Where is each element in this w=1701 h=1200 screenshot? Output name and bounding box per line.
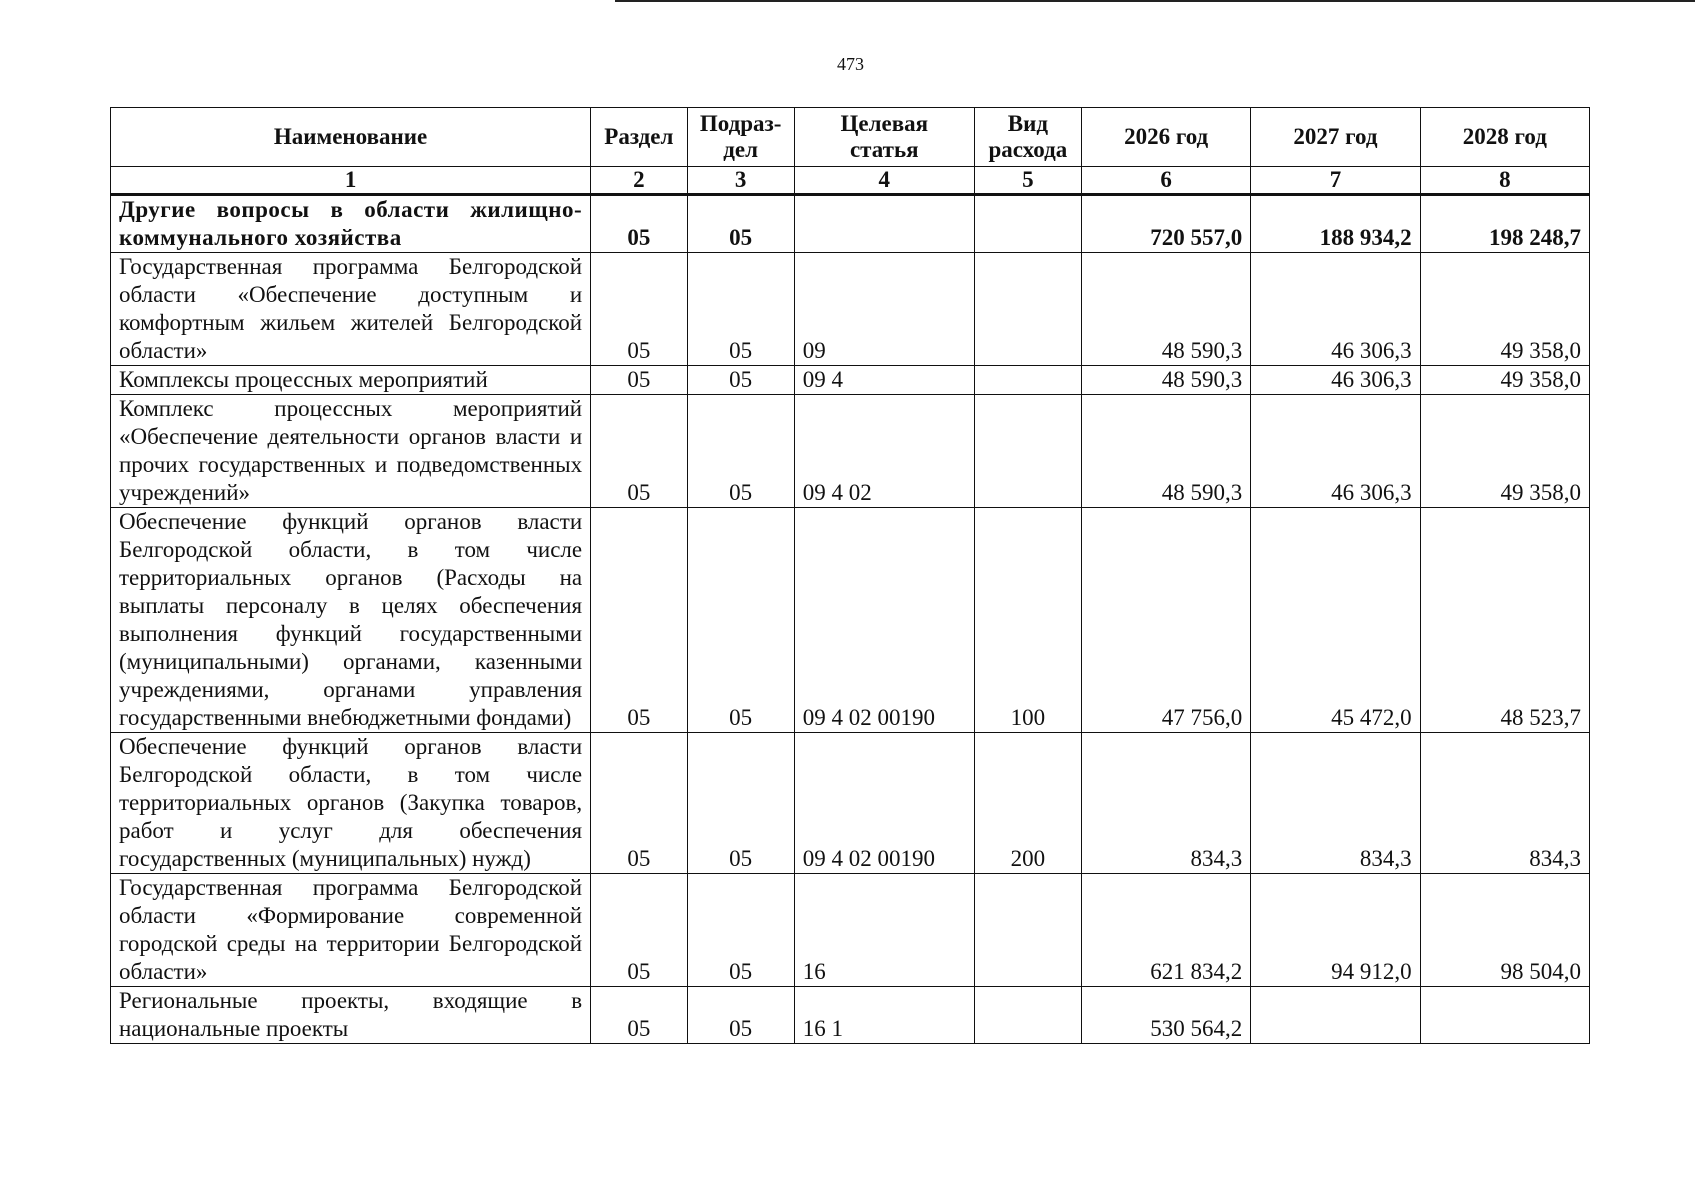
- header-2026: 2026 год: [1081, 108, 1250, 167]
- row-name: Другие вопросы в области жилищно-коммунального хозяйства: [111, 195, 591, 253]
- row-statya: 09 4 02 00190: [794, 733, 974, 874]
- row-2027: 188 934,2: [1251, 195, 1420, 253]
- row-razdel: 05: [591, 253, 687, 366]
- row-vid: [974, 366, 1081, 395]
- row-2026: 48 590,3: [1081, 395, 1250, 508]
- row-2028: 49 358,0: [1420, 253, 1589, 366]
- row-2026: 720 557,0: [1081, 195, 1250, 253]
- row-2027: 834,3: [1251, 733, 1420, 874]
- row-podrazdel: 05: [687, 508, 794, 733]
- row-name: Комплексы процессных мероприятий: [111, 366, 591, 395]
- row-2027: 94 912,0: [1251, 874, 1420, 987]
- table-row: [111, 366, 1590, 395]
- row-razdel: 05: [591, 987, 687, 1044]
- row-podrazdel: 05: [687, 874, 794, 987]
- column-number-row: [111, 167, 1590, 195]
- row-podrazdel: 05: [687, 395, 794, 508]
- table-row: [111, 508, 1590, 733]
- row-name: Государственная программа Белгородской области «Формирование современной городской среды на территории Белгородской области»: [111, 874, 591, 987]
- row-name: Региональные проекты, входящие в национальные проекты: [111, 987, 591, 1044]
- row-2026: 48 590,3: [1081, 366, 1250, 395]
- row-2028: 49 358,0: [1420, 366, 1589, 395]
- top-rule: [615, 0, 1695, 2]
- budget-table: [110, 107, 1590, 1044]
- row-2028: 198 248,7: [1420, 195, 1589, 253]
- column-number: 1: [111, 167, 591, 195]
- row-2027: 46 306,3: [1251, 395, 1420, 508]
- row-razdel: 05: [591, 508, 687, 733]
- row-podrazdel: 05: [687, 366, 794, 395]
- header-vid: Вид расхода: [974, 108, 1081, 167]
- header-row: [111, 108, 1590, 167]
- column-number: 5: [974, 167, 1081, 195]
- row-vid: 200: [974, 733, 1081, 874]
- row-2028: 49 358,0: [1420, 395, 1589, 508]
- header-podrazdel: Подраз- дел: [687, 108, 794, 167]
- row-razdel: 05: [591, 195, 687, 253]
- column-number: 8: [1420, 167, 1589, 195]
- column-number: 3: [687, 167, 794, 195]
- row-vid: [974, 987, 1081, 1044]
- row-statya: 09 4 02: [794, 395, 974, 508]
- table-row: [111, 195, 1590, 253]
- row-name: Комплекс процессных мероприятий «Обеспечение деятельности органов власти и прочих государственных и подведомственных учреждений»: [111, 395, 591, 508]
- row-podrazdel: 05: [687, 253, 794, 366]
- header-2027: 2027 год: [1251, 108, 1420, 167]
- row-vid: [974, 195, 1081, 253]
- table-row: [111, 253, 1590, 366]
- row-name: Обеспечение функций органов власти Белгородской области, в том числе территориальных органов (Расходы на выплаты персоналу в целях обеспечения выполнения функций государственными (муниципальными) органами, казенными учреждениями, органами управления государственными внебюджетными фондами): [111, 508, 591, 733]
- row-statya: 16 1: [794, 987, 974, 1044]
- row-2026: 48 590,3: [1081, 253, 1250, 366]
- row-statya: 09: [794, 253, 974, 366]
- row-2026: 834,3: [1081, 733, 1250, 874]
- row-2028: 98 504,0: [1420, 874, 1589, 987]
- row-2027: 45 472,0: [1251, 508, 1420, 733]
- header-name: Наименование: [111, 108, 591, 167]
- row-razdel: 05: [591, 733, 687, 874]
- page-number: 473: [837, 54, 864, 74]
- row-podrazdel: 05: [687, 987, 794, 1044]
- table-row: [111, 733, 1590, 874]
- row-2027: 46 306,3: [1251, 366, 1420, 395]
- row-vid: [974, 874, 1081, 987]
- row-podrazdel: 05: [687, 195, 794, 253]
- row-2026: 530 564,2: [1081, 987, 1250, 1044]
- row-razdel: 05: [591, 366, 687, 395]
- row-2028: 834,3: [1420, 733, 1589, 874]
- row-razdel: 05: [591, 874, 687, 987]
- row-name: Государственная программа Белгородской области «Обеспечение доступным и комфортным жильем жителей Белгородской области»: [111, 253, 591, 366]
- budget-table-body: [111, 195, 1590, 1044]
- row-2027: 46 306,3: [1251, 253, 1420, 366]
- row-vid: 100: [974, 508, 1081, 733]
- row-name: Обеспечение функций органов власти Белгородской области, в том числе территориальных органов (Закупка товаров, работ и услуг для обеспечения государственных (муниципальных) нужд): [111, 733, 591, 874]
- row-podrazdel: 05: [687, 733, 794, 874]
- header-2028: 2028 год: [1420, 108, 1589, 167]
- column-number: 6: [1081, 167, 1250, 195]
- row-statya: 09 4: [794, 366, 974, 395]
- row-statya: [794, 195, 974, 253]
- row-2028: [1420, 987, 1589, 1044]
- row-vid: [974, 395, 1081, 508]
- header-statya: Целевая статья: [794, 108, 974, 167]
- row-2028: 48 523,7: [1420, 508, 1589, 733]
- row-vid: [974, 253, 1081, 366]
- column-number: 7: [1251, 167, 1420, 195]
- row-statya: 16: [794, 874, 974, 987]
- row-2026: 621 834,2: [1081, 874, 1250, 987]
- header-razdel: Раздел: [591, 108, 687, 167]
- table-row: [111, 987, 1590, 1044]
- row-razdel: 05: [591, 395, 687, 508]
- column-number: 2: [591, 167, 687, 195]
- table-row: [111, 874, 1590, 987]
- row-2026: 47 756,0: [1081, 508, 1250, 733]
- column-number: 4: [794, 167, 974, 195]
- row-statya: 09 4 02 00190: [794, 508, 974, 733]
- row-2027: [1251, 987, 1420, 1044]
- table-row: [111, 395, 1590, 508]
